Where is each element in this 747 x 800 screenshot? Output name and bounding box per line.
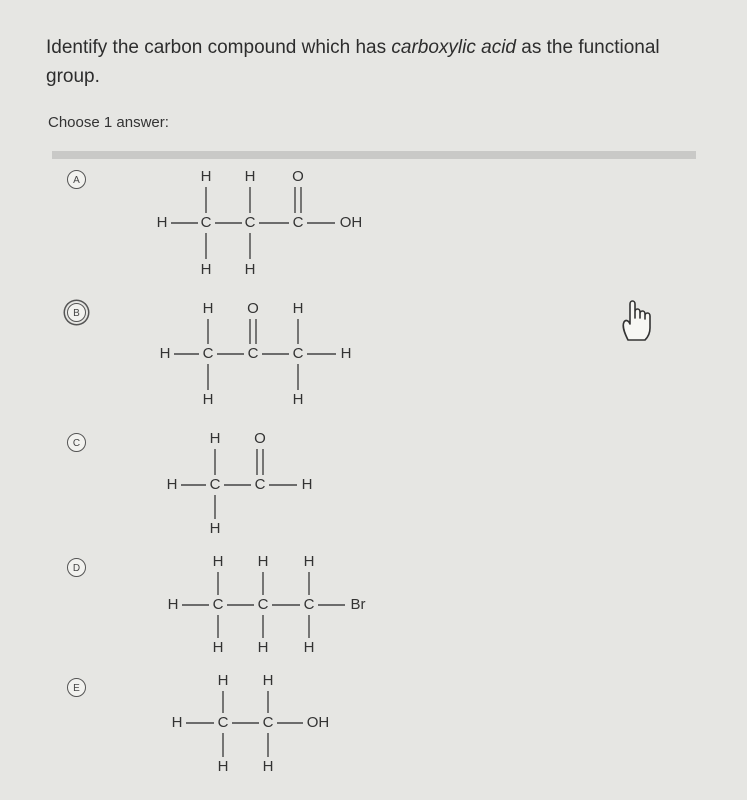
question-emphasis: carboxylic acid [391, 37, 516, 58]
atom-c: C [209, 475, 221, 493]
choice-c-bubble[interactable]: C [67, 433, 86, 452]
atom-h: H [244, 260, 256, 278]
atom-h: H [209, 429, 221, 447]
atom-br: Br [350, 595, 366, 613]
atom-h: H [171, 713, 183, 731]
atom-h: H [166, 475, 178, 493]
atom-o: O [254, 429, 266, 447]
question-part: as the functional group. [46, 37, 660, 87]
atom-h: H [159, 344, 171, 362]
atom-h: H [244, 167, 256, 185]
atom-c: C [303, 595, 315, 613]
choice-a-bubble[interactable]: A [67, 170, 86, 189]
atom-h: H [200, 167, 212, 185]
atom-c: C [292, 213, 304, 231]
atom-c: C [200, 213, 212, 231]
atom-h: H [292, 299, 304, 317]
atom-h: H [217, 757, 229, 775]
atom-h: H [257, 552, 269, 570]
atom-c: C [292, 344, 304, 362]
atom-h: H [167, 595, 179, 613]
choice-d[interactable] [55, 550, 695, 670]
divider [52, 151, 696, 159]
molecule-a [55, 160, 695, 280]
atom-h: H [257, 638, 269, 656]
atom-h: H [209, 519, 221, 537]
choice-c[interactable] [55, 425, 695, 545]
atom-h: H [303, 638, 315, 656]
atom-h: H [262, 671, 274, 689]
atom-c: C [244, 213, 256, 231]
molecule-d [55, 550, 695, 670]
atom-h: H [202, 299, 214, 317]
atom-h: H [212, 638, 224, 656]
atom-h: H [303, 552, 315, 570]
molecule-e [55, 670, 695, 790]
atom-o: O [247, 299, 259, 317]
atom-c: C [202, 344, 214, 362]
choice-a[interactable] [55, 160, 695, 280]
atom-c: C [262, 713, 274, 731]
choice-b-bubble[interactable]: B [67, 303, 86, 322]
atom-h: H [340, 344, 352, 362]
choice-b[interactable] [55, 295, 695, 415]
hand-pointer-icon [618, 296, 662, 344]
question-part: Identify the carbon compound which has [46, 37, 392, 58]
atom-oh: OH [339, 213, 363, 231]
atom-o: O [292, 167, 304, 185]
atom-h: H [301, 475, 313, 493]
atom-h: H [262, 757, 274, 775]
choice-e-bubble[interactable]: E [67, 678, 86, 697]
atom-h: H [292, 390, 304, 408]
atom-h: H [202, 390, 214, 408]
atom-h: H [212, 552, 224, 570]
atom-c: C [247, 344, 259, 362]
molecule-c [55, 425, 695, 545]
atom-c: C [254, 475, 266, 493]
choice-d-bubble[interactable]: D [67, 558, 86, 577]
molecule-b [55, 295, 695, 415]
choose-label: Choose 1 answer: [48, 114, 169, 131]
question-text [46, 33, 716, 91]
atom-h: H [200, 260, 212, 278]
atom-c: C [212, 595, 224, 613]
choice-e[interactable] [55, 670, 695, 790]
atom-h: H [156, 213, 168, 231]
atom-c: C [217, 713, 229, 731]
atom-oh: OH [306, 713, 330, 731]
atom-h: H [217, 671, 229, 689]
atom-c: C [257, 595, 269, 613]
